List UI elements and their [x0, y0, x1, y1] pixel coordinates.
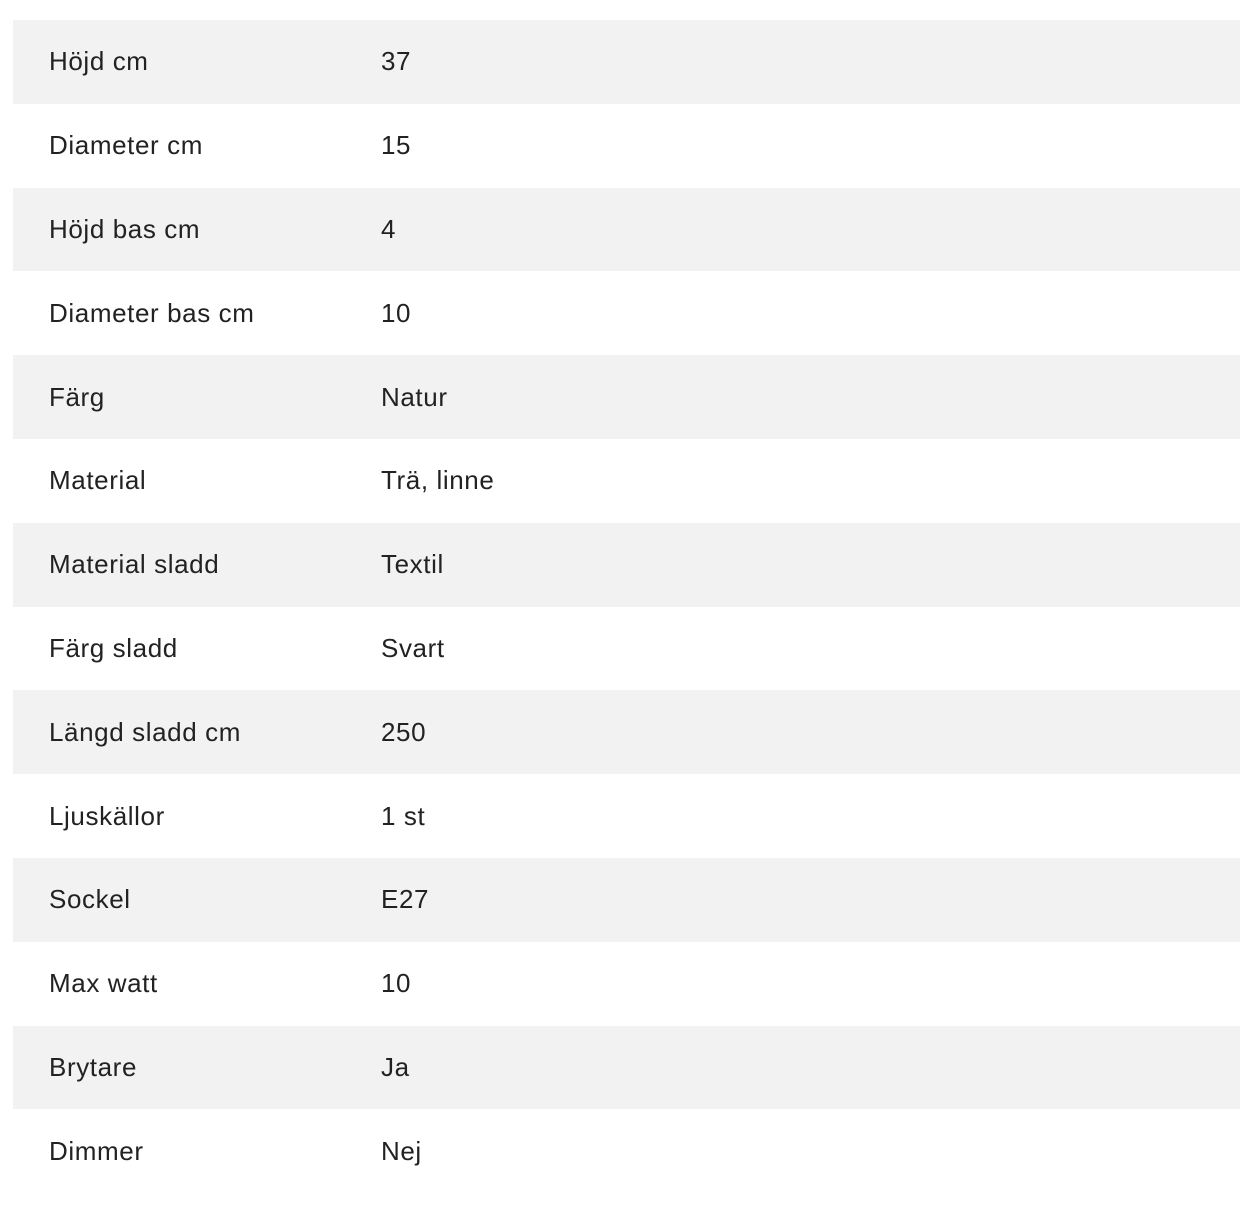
spec-value: E27	[381, 884, 430, 915]
spec-row-light-sources	[13, 774, 1240, 858]
spec-value: Textil	[381, 549, 444, 580]
spec-row-dimmer	[13, 1109, 1240, 1193]
spec-row-socket	[13, 858, 1240, 942]
spec-label: Diameter bas cm	[49, 297, 255, 328]
spec-value: Ja	[381, 1051, 410, 1082]
spec-label: Diameter cm	[49, 130, 203, 161]
spec-row-max-watt	[13, 942, 1240, 1026]
spec-label: Material	[49, 465, 147, 496]
spec-label: Brytare	[49, 1051, 138, 1082]
spec-value: 10	[381, 968, 412, 999]
spec-value: 15	[381, 130, 412, 161]
spec-value: Svart	[381, 632, 445, 663]
spec-value: Nej	[381, 1135, 422, 1166]
spec-value: 1 st	[381, 800, 426, 831]
spec-row-switch	[13, 1026, 1240, 1110]
spec-label: Längd sladd cm	[49, 716, 241, 747]
spec-value: 4	[381, 213, 397, 244]
spec-label: Max watt	[49, 968, 158, 999]
spec-row-material	[13, 439, 1240, 523]
spec-row-base-diameter	[13, 271, 1240, 355]
spec-value: Trä, linne	[381, 465, 495, 496]
spec-label: Färg sladd	[49, 632, 178, 663]
spec-label: Färg	[49, 381, 105, 412]
spec-row-diameter	[13, 104, 1240, 188]
spec-row-cord-material	[13, 523, 1240, 607]
spec-label: Höjd cm	[49, 46, 149, 77]
spec-value: 37	[381, 46, 412, 77]
spec-row-cord-length	[13, 690, 1240, 774]
spec-label: Sockel	[49, 884, 131, 915]
spec-value: 10	[381, 297, 412, 328]
spec-label: Höjd bas cm	[49, 213, 201, 244]
spec-value: 250	[381, 716, 427, 747]
spec-label: Ljuskällor	[49, 800, 165, 831]
spec-label: Dimmer	[49, 1135, 144, 1166]
spec-label: Material sladd	[49, 549, 220, 580]
spec-row-cord-color	[13, 607, 1240, 691]
spec-row-base-height	[13, 188, 1240, 272]
product-spec-table	[13, 20, 1240, 1193]
spec-value: Natur	[381, 381, 448, 412]
spec-row-height	[13, 20, 1240, 104]
spec-row-color	[13, 355, 1240, 439]
